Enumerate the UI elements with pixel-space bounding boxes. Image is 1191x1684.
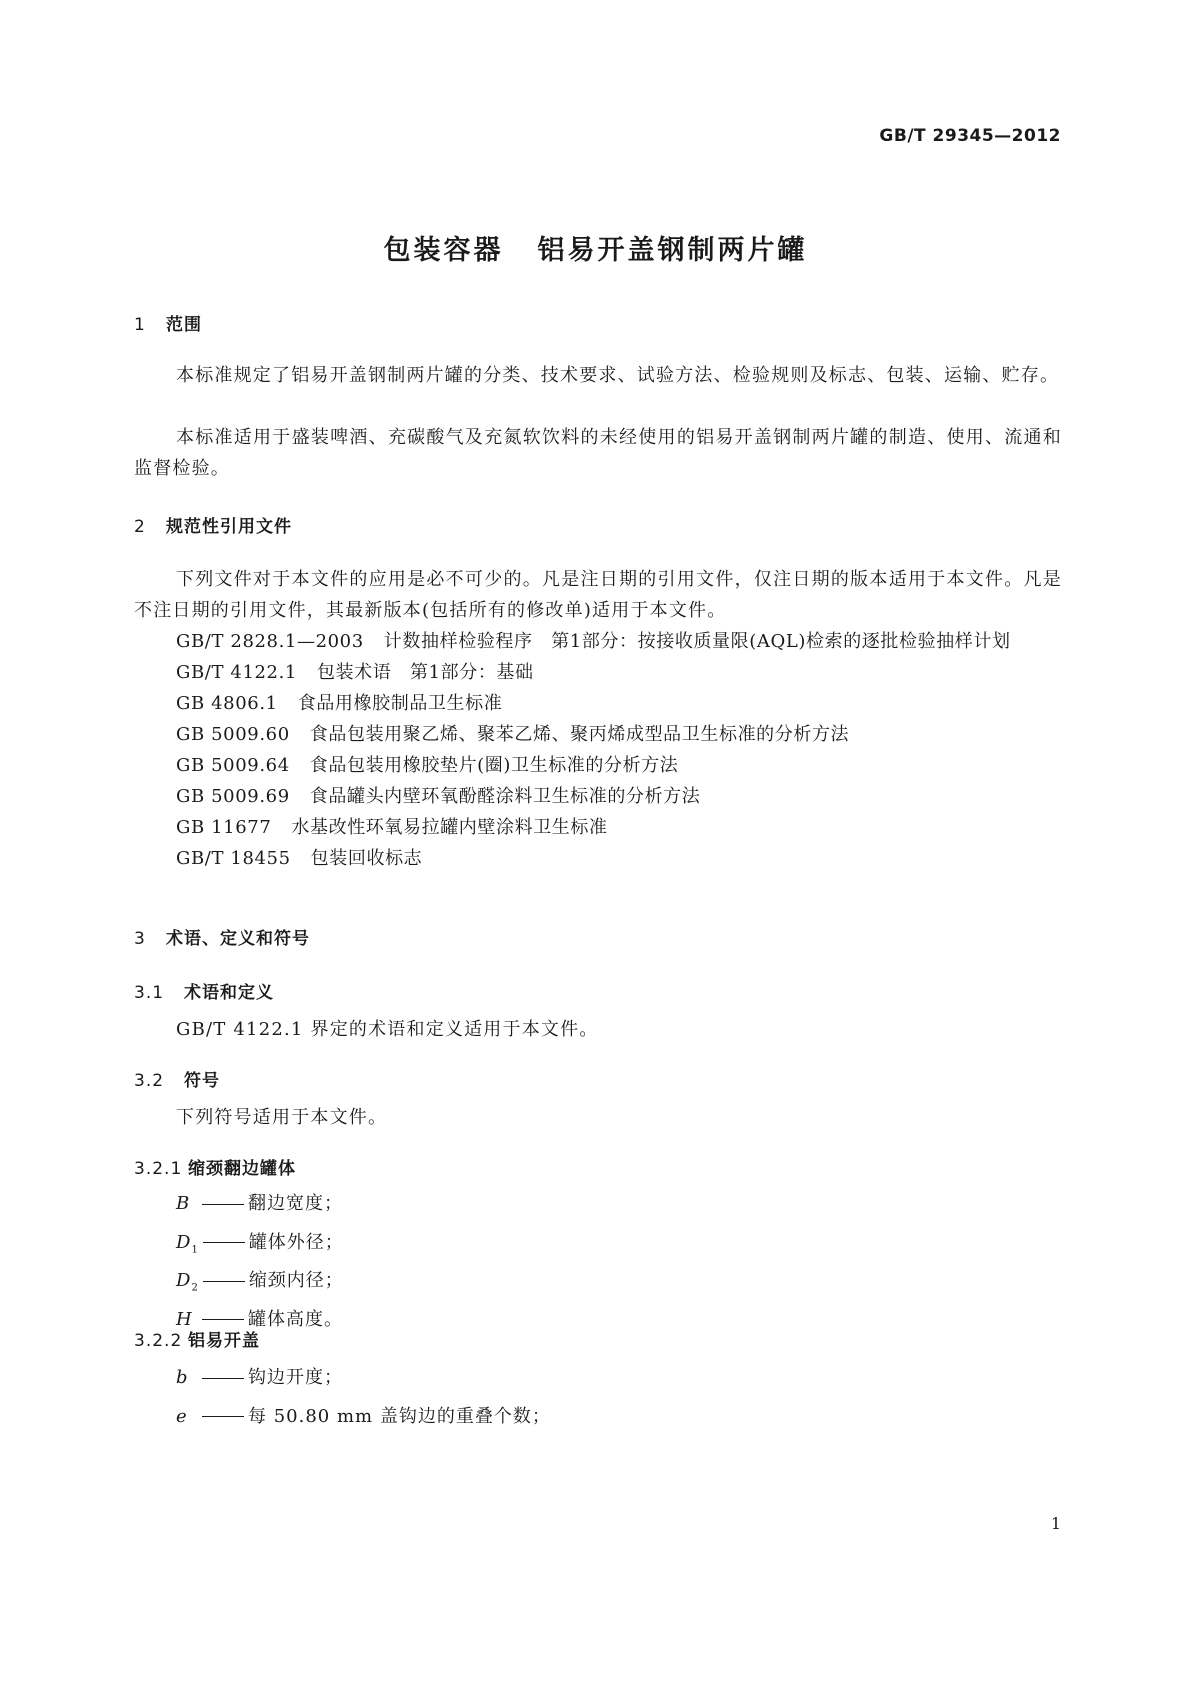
- reference-list: [134, 626, 1062, 874]
- reference-title: 包装术语 第1部分：基础: [316, 662, 534, 683]
- section-title: 范围: [166, 315, 202, 335]
- section-3-1-heading: [134, 978, 1062, 1003]
- terms-paragraph: GB/T 4122.1 界定的术语和定义适用于本文件。: [176, 1019, 599, 1040]
- symbol-description: 翻边宽度；: [248, 1193, 343, 1214]
- reference-item: [134, 812, 1062, 843]
- section-number: 3: [134, 929, 146, 949]
- reference-title: 食品包装用橡胶垫片(圈)卫生标准的分析方法: [309, 755, 679, 776]
- reference-code: GB 5009.60: [176, 724, 290, 745]
- reference-item: [134, 688, 1062, 719]
- symbol-variable: B: [176, 1193, 191, 1214]
- page-number: 1: [1050, 1514, 1061, 1533]
- section-title: 术语和定义: [184, 983, 274, 1003]
- symbol-list-can-body: [134, 1188, 1062, 1342]
- reference-code: GB/T 18455: [176, 848, 291, 869]
- symbol-variable: b: [176, 1367, 189, 1388]
- reference-code: GB 11677: [176, 817, 272, 838]
- dash-line: [203, 1281, 245, 1282]
- symbol-list-easy-open-end: [134, 1362, 1062, 1439]
- dash-line: [202, 1319, 244, 1320]
- dash-line: [202, 1416, 244, 1417]
- section-number: 2: [134, 517, 146, 537]
- symbol-variable: $D_2$: [176, 1270, 199, 1294]
- section-title: 铝易开盖: [188, 1331, 260, 1351]
- section-title: 规范性引用文件: [166, 517, 292, 537]
- standard-code: GB/T 29345—2012: [879, 126, 1061, 146]
- title-part-1: 包装容器: [383, 235, 504, 266]
- section-3-2-2-heading: [134, 1326, 1062, 1351]
- section-number: 1: [134, 315, 146, 335]
- section-number: 3.2: [134, 1071, 165, 1091]
- section-title: 缩颈翻边罐体: [188, 1159, 296, 1179]
- symbol-description: 缩颈内径；: [248, 1270, 344, 1292]
- reference-code: GB/T 2828.1—2003: [176, 631, 364, 652]
- reference-code: GB 5009.64: [176, 755, 290, 776]
- symbol-item: [134, 1227, 1062, 1266]
- reference-title: 食品罐头内壁环氧酚醛涂料卫生标准的分析方法: [309, 786, 701, 807]
- reference-item: [134, 843, 1062, 874]
- symbol-item: [134, 1401, 1062, 1440]
- reference-title: 计数抽样检验程序 第1部分：按接收质量限(AQL)检索的逐批检验抽样计划: [383, 631, 1011, 652]
- section-number: 3.2.1: [134, 1159, 183, 1179]
- document-title: [0, 228, 1191, 267]
- reference-item: [134, 750, 1062, 781]
- references-intro: 下列文件对于本文件的应用是必不可少的。凡是注日期的引用文件，仅注日期的版本适用于本文件。凡是不注日期的引用文件，其最新版本(包括所有的修改单)适用于本文件。: [134, 569, 1062, 621]
- section-title: 术语、定义和符号: [166, 929, 310, 949]
- reference-code: GB 5009.69: [176, 786, 290, 807]
- reference-item: [134, 719, 1062, 750]
- section-3-heading: [134, 924, 1062, 949]
- reference-item: [134, 657, 1062, 688]
- symbol-item: [134, 1188, 1062, 1227]
- reference-item: [134, 626, 1062, 657]
- reference-title: 包装回收标志: [310, 848, 423, 869]
- reference-code: GB/T 4122.1: [176, 662, 297, 683]
- dash-line: [202, 1204, 244, 1205]
- symbol-item: [134, 1362, 1062, 1401]
- dash-line: [202, 1378, 244, 1379]
- scope-paragraph-2: 本标准适用于盛装啤酒、充碳酸气及充氮软饮料的未经使用的铝易开盖钢制两片罐的制造、使用、流通和监督检验。: [134, 427, 1062, 479]
- symbol-description: 罐体高度。: [248, 1308, 343, 1330]
- symbol-description: 钩边开度；: [248, 1367, 343, 1388]
- symbols-paragraph: 下列符号适用于本文件。: [176, 1107, 388, 1128]
- section-title: 符号: [184, 1071, 220, 1091]
- symbol-description: 罐体外径；: [248, 1231, 344, 1253]
- section-1-heading: [134, 310, 1062, 335]
- reference-title: 水基改性环氧易拉罐内壁涂料卫生标准: [291, 817, 608, 838]
- scope-paragraph-1: 本标准规定了铝易开盖钢制两片罐的分类、技术要求、试验方法、检验规则及标志、包装、运输、贮存。: [176, 365, 1060, 386]
- symbol-variable: e: [176, 1405, 188, 1427]
- section-2-heading: [134, 512, 1062, 537]
- reference-title: 食品包装用聚乙烯、聚苯乙烯、聚丙烯成型品卫生标准的分析方法: [309, 724, 850, 745]
- symbol-variable: $D_1$: [176, 1231, 199, 1256]
- symbol-description: 每 50.80 mm 盖钩边的重叠个数；: [248, 1405, 551, 1427]
- reference-title: 食品用橡胶制品卫生标准: [297, 693, 503, 714]
- reference-item: [134, 781, 1062, 812]
- section-number: 3.1: [134, 983, 165, 1003]
- section-number: 3.2.2: [134, 1331, 183, 1351]
- symbol-item: [134, 1265, 1062, 1304]
- symbol-variable: H: [176, 1308, 193, 1330]
- reference-code: GB 4806.1: [176, 693, 278, 714]
- section-3-2-heading: [134, 1066, 1062, 1091]
- title-part-2: 铝易开盖钢制两片罐: [537, 235, 808, 266]
- section-3-2-1-heading: [134, 1154, 1062, 1179]
- dash-line: [203, 1242, 245, 1243]
